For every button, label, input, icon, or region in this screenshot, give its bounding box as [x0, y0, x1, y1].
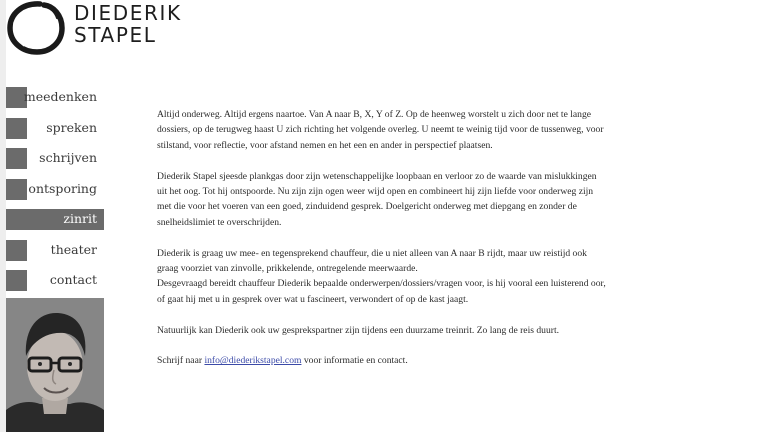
nav-label: contact: [49, 272, 97, 287]
service-paragraph: Diederik is graag uw mee- en tegensprekend chauffeur, die u niet alleen van A naar B rijdt, maar uw reistijd ook graag voorziet van zinvolle, prikkelende, ontregelende meerwaarde.: [157, 247, 587, 275]
nav-item-zinrit[interactable]: [6, 209, 104, 230]
nav-item-spreken[interactable]: [6, 118, 104, 139]
nav-item-theater[interactable]: [6, 240, 104, 261]
main-content: [157, 107, 607, 384]
nav-label: theater: [50, 241, 97, 257]
logo-name-last: STAPEL: [74, 23, 157, 47]
train-paragraph: Natuurlijk kan Diederik ook uw gesprekspartner zijn tijdens een duurzame treinrit. Zo lang de reis duurt.: [157, 324, 560, 336]
logo-name-first: DIEDERIK: [74, 1, 182, 25]
portrait-illustration: [6, 298, 104, 432]
nav-label: spreken: [46, 119, 97, 135]
nav-item-ontsporing[interactable]: [6, 179, 104, 200]
intro-paragraph: Altijd onderweg. Altijd ergens naartoe. Van A naar B, X, Y of Z. Op de heenweg worstelt u zich door net te lange dossiers, op de terugweg haast U zich richting het volgende overleg. U neemt te weinig tijd voor de tussenweg, voor stilstand, voor reflectie, voor afstand nemen en het een en ander in perspectief plaatsen.: [157, 109, 604, 151]
main-navigation: [6, 87, 104, 301]
biography-paragraph: Diederik Stapel sjeesde plankgas door zijn wetenschappelijke loopbaan en verloor zo de waarde van mislukkingen uit het oog. Tot hij ontspoorde. Nu zijn zijn ogen weer wijd open en combineert hij zijn liefde voor onderweg zijn met die voor het voeren van een goed, zinduidend gesprek. Doelgericht onderweg met diepgang en zonder de snelheidslimiet te overschrijden.: [157, 170, 597, 228]
nav-square-icon: [6, 179, 27, 200]
nav-label: schrijven: [39, 150, 97, 165]
nav-item-contact[interactable]: [6, 270, 104, 291]
portrait-photo: [6, 298, 104, 432]
nav-label: meedenken: [23, 89, 97, 104]
nav-square-icon: [6, 148, 27, 169]
nav-square-icon: [6, 270, 27, 291]
email-link[interactable]: info@diederikstapel.com: [204, 355, 302, 367]
contact-prefix: Schrijf naar: [157, 355, 203, 367]
nav-square-icon: [6, 118, 27, 139]
contact-paragraph: [157, 353, 607, 368]
nav-label: ontsporing: [28, 180, 97, 196]
service-details-paragraph: Desgevraagd bereidt chauffeur Diederik bepaalde onderwerpen/dossiers/vragen voor, is hij vooral een luisterend oor, of gaat hij met u in gesprek over wat u fascineert, verwondert of op de kast jaagt.: [157, 278, 606, 305]
site-logo[interactable]: [6, 0, 186, 56]
nav-square-icon: [6, 240, 27, 261]
nav-item-schrijven[interactable]: [6, 148, 104, 169]
nav-item-meedenken[interactable]: [6, 87, 104, 108]
nav-label: zinrit: [63, 211, 97, 226]
brush-circle-logo-icon: [6, 0, 68, 56]
nav-square-icon: [6, 209, 27, 230]
contact-suffix: voor informatie en contact.: [303, 355, 408, 367]
